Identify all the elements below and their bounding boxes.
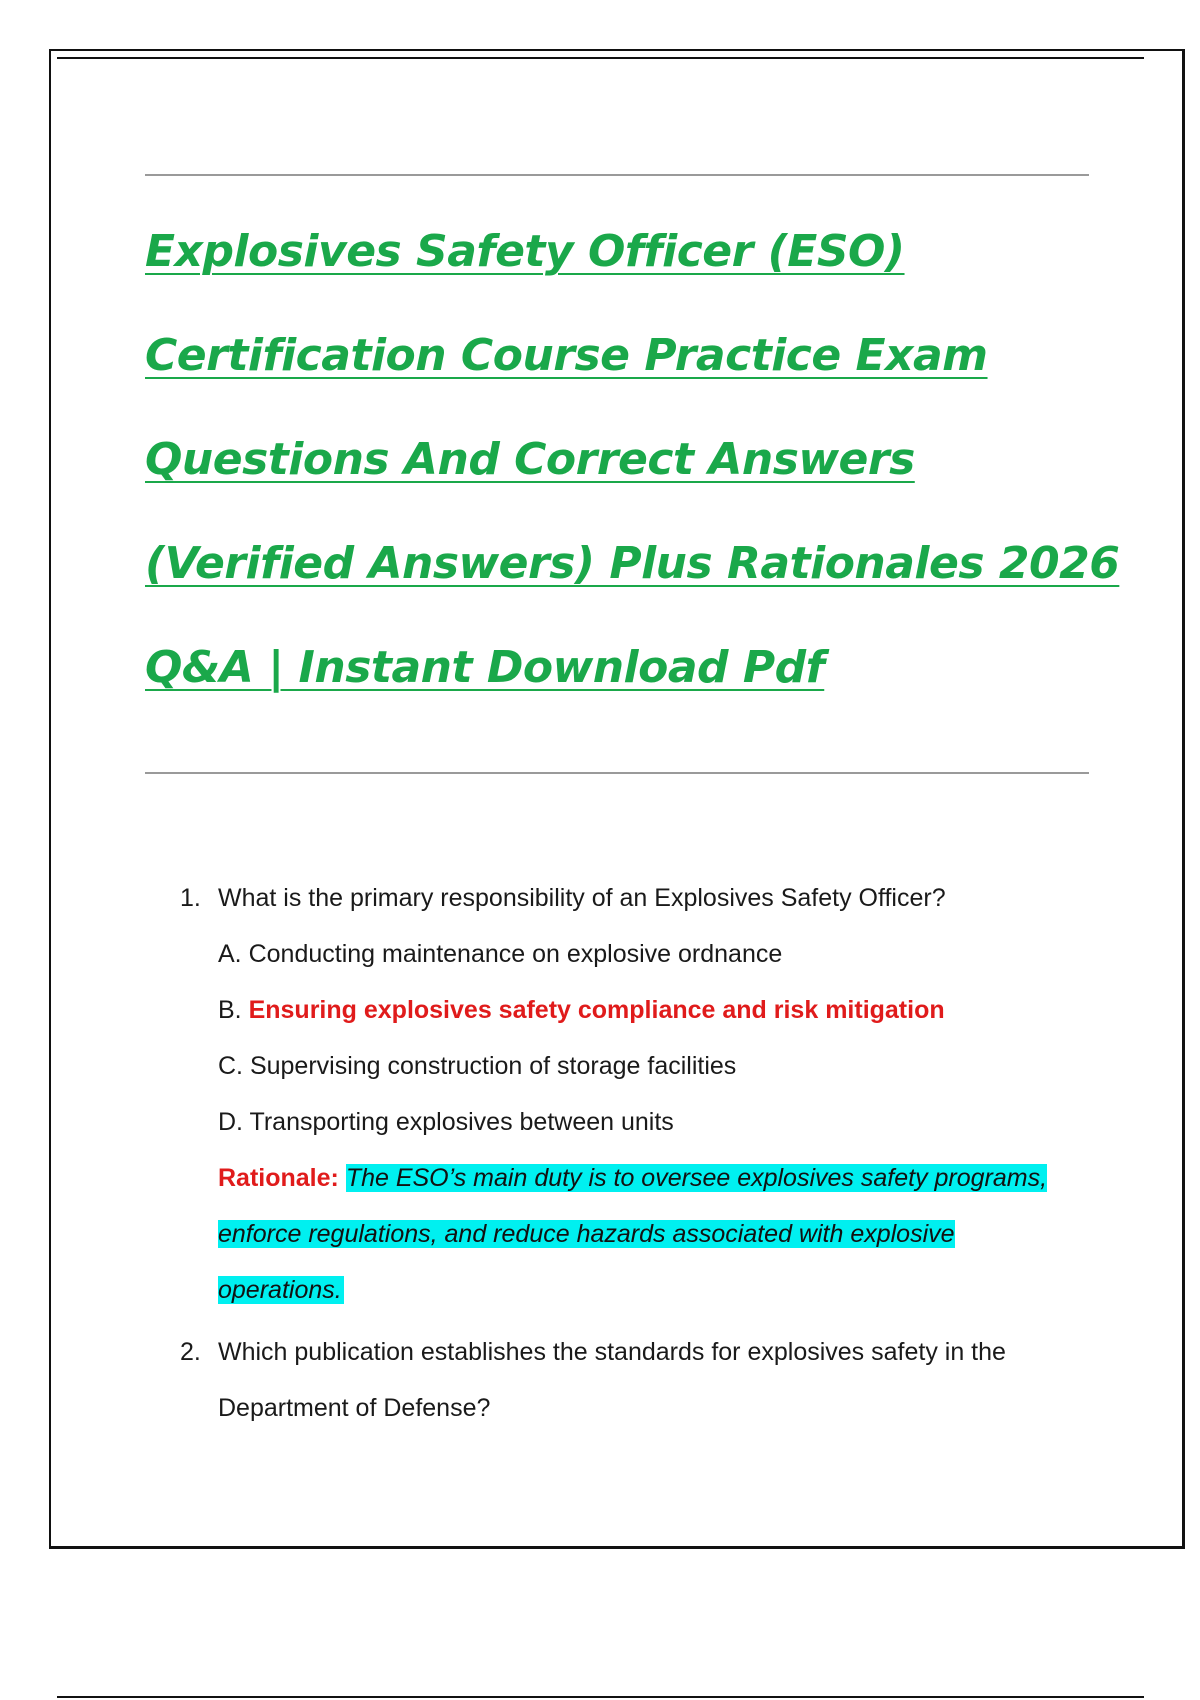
next-page-top-rule <box>57 1696 1144 1698</box>
title-line <box>145 200 1095 304</box>
title-line <box>145 304 1095 408</box>
option-letter: D. <box>218 1108 243 1136</box>
answer-option-b-correct <box>180 982 1080 1038</box>
title-bottom-divider <box>145 772 1089 774</box>
option-text: Conducting maintenance on explosive ordnance <box>248 940 783 968</box>
title-line-text: Questions And Correct Answers <box>145 434 915 485</box>
title-line-text: (Verified Answers) Plus Rationales 2026 <box>145 538 1120 589</box>
answer-option-c <box>180 1038 1080 1094</box>
option-text: Transporting explosives between units <box>249 1108 674 1136</box>
rationale <box>180 1150 1048 1318</box>
title-line <box>145 408 1095 512</box>
frame-inner-top-rule <box>57 57 1144 59</box>
option-letter: A. <box>218 940 242 968</box>
option-text: Supervising construction of storage facilities <box>249 1052 737 1080</box>
title-line <box>145 616 1095 720</box>
question-list <box>180 870 1080 1436</box>
question-stem <box>180 870 1080 926</box>
answer-option-d <box>180 1094 1080 1150</box>
correct-option-text: Ensuring explosives safety compliance and risk mitigation <box>248 996 945 1024</box>
question-number: 2. <box>180 1338 201 1366</box>
question-text: What is the primary responsibility of an Explosives Safety Officer? <box>218 884 946 912</box>
rationale-text: The ESO’s main duty is to oversee explosives safety programs, enforce regulations, and reduce hazards associated with explosive operations. <box>218 1164 1048 1304</box>
answer-option-a <box>180 926 1080 982</box>
title-top-divider <box>145 174 1089 176</box>
question-stem <box>180 1324 1080 1436</box>
option-letter: C. <box>218 1052 243 1080</box>
option-letter: B. <box>218 996 242 1024</box>
question-item <box>180 870 1080 1318</box>
question-item <box>180 1324 1080 1436</box>
title-line-text: Certification Course Practice Exam <box>145 330 988 381</box>
rationale-label: Rationale: <box>218 1164 339 1192</box>
title-line <box>145 512 1120 616</box>
title-line-text: Q&A | Instant Download Pdf <box>145 642 825 693</box>
question-number: 1. <box>180 884 201 912</box>
question-text: Which publication establishes the standards for explosives safety in the Department of Defense? <box>218 1338 1006 1422</box>
document-title <box>145 200 1120 720</box>
title-line-text: Explosives Safety Officer (ESO) <box>145 226 905 277</box>
